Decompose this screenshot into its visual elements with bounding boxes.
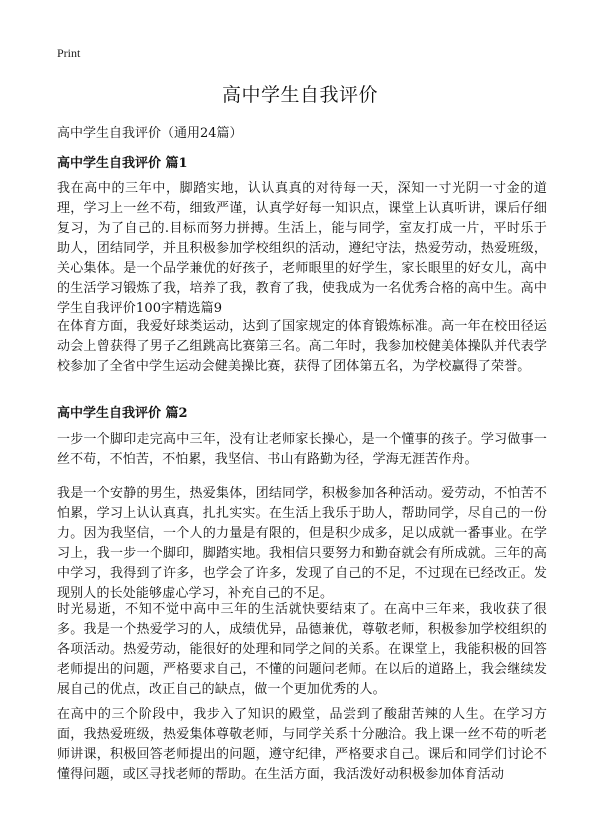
page-title: 高中学生自我评价 (221, 84, 378, 106)
paragraph: 我在高中的三年中，脚踏实地，认认真真的对待每一天，深知一寸光阴一寸金的道理，学习上一丝不苟，细致严谨，认真学好每一知识点，课堂上认真听讲，课后仔细复习，为了自己的.目标而努力拼搏。生活上，能与同学，室友打成一片，平时乐于助人，团结同学，并且积极参加学校组织的活动，遵纪守法，热爱劳动，热爱班级，关心集体。是一个品学兼优的好孩子，老师眼里的好学生，家长眼里的好女儿，高中的生活学习锻炼了我，培养了我，教育了我，使我成为一名优秀合格的高中生。高中学生自我评价100字精选篇9 (57, 181, 547, 316)
section-heading-1: 高中学生自我评价 篇1 (57, 156, 188, 171)
paragraph: 在体育方面，我爱好球类运动，达到了国家规定的体育锻炼标准。高一年在校田径运动会上曾获得了男子乙组跳高比赛第三名。高二年时，我参加校健美体操队并代表学校参加了全省中学生运动会健美操比赛，获得了团体第五名，为学校赢得了荣誉。 (57, 319, 547, 374)
paragraph: 一步一个脚印走完高中三年，没有让老师家长操心，是一个懂事的孩子。学习做事一丝不苟，不怕苦，不怕累，我坚信、书山有路勤为径，学海无涯苦作舟。 (57, 432, 547, 467)
section-heading-2: 高中学生自我评价 篇2 (57, 406, 188, 421)
paragraph: 时光易逝，不知不觉中高中三年的生活就快要结束了。在高中三年来，我收获了很多。我是一个热爱学习的人，成绩优异，品德兼优，尊敬老师，积极参加学校组织的各项活动。热爱劳动，能很好的处理和同学之间的关系。在课堂上，我能积极的回答老师提出的问题，严格要求自己，不懂的问题问老师。在以后的道路上，我会继续发展自己的优点，改正自己的缺点，做一个更加优秀的人。 (57, 602, 547, 697)
print-link[interactable]: Print (57, 46, 81, 60)
paragraph: 我是一个安静的男生，热爱集体，团结同学，积极参加各种活动。爱劳动，不怕苦不怕累，学习上认认真真，扎扎实实。在生活上我乐于助人，帮助同学，尽自己的一份力。因为我坚信，一个人的力量是有限的，但是积少成多，足以成就一番事业。在学习上，我一步一个脚印，脚踏实地。我相信只要努力和勤奋就会有所成就。三年的高中学习，我得到了许多，也学会了许多，发现了自己的不足，不过现在已经改正。发现别人的长处能够虚心学习，补充自己的不足。 (57, 486, 547, 601)
document-subtitle: 高中学生自我评价（通用24篇） (57, 126, 243, 141)
paragraph: 在高中的三个阶段中，我步入了知识的殿堂，品尝到了酸甜苦辣的人生。在学习方面，我热爱班级，热爱集体尊敬老师，与同学关系十分融洽。我上课一丝不苟的听老师讲课，积极回答老师提出的问题，遵守纪律，严格要求自己。课后和同学们讨论不懂得问题，或区寻找老师的帮助。在生活方面，我活泼好动积极参加体育活动 (57, 707, 547, 782)
